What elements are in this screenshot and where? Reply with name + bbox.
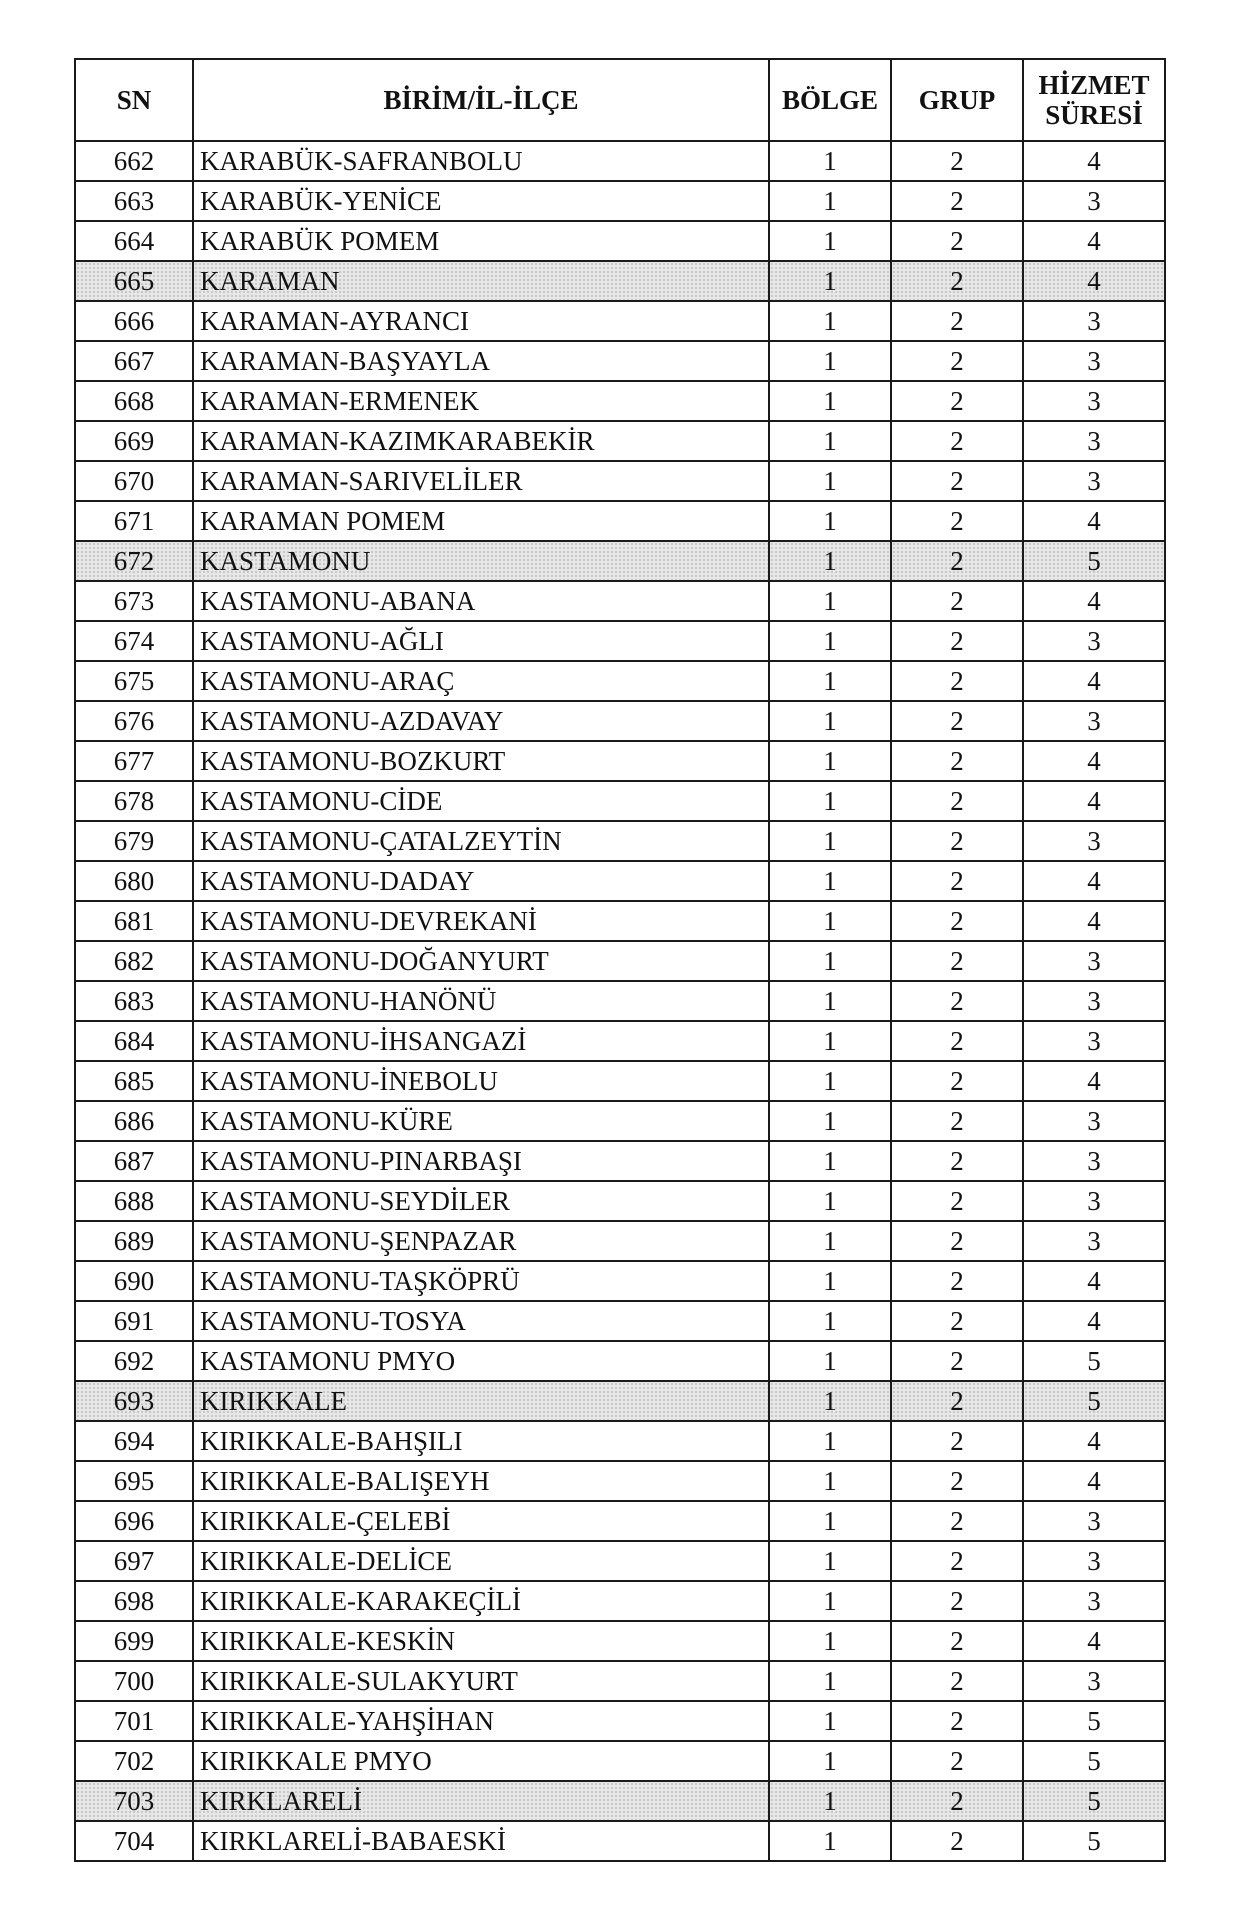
cell-service-duration: 4 [1023,901,1165,941]
cell-sn: 687 [75,1141,193,1181]
assignment-table-page [74,58,1164,1862]
table-row [75,181,1165,221]
table-row [75,381,1165,421]
cell-unit: KASTAMONU-HANÖNÜ [193,981,769,1021]
cell-sn: 699 [75,1621,193,1661]
cell-group: 2 [891,1661,1023,1701]
table-row [75,821,1165,861]
cell-unit: KASTAMONU-ABANA [193,581,769,621]
table-row [75,1461,1165,1501]
cell-sn: 703 [75,1781,193,1821]
cell-region: 1 [769,341,891,381]
cell-sn: 672 [75,541,193,581]
cell-group: 2 [891,1301,1023,1341]
cell-group: 2 [891,1341,1023,1381]
cell-unit: KIRIKKALE-KESKİN [193,1621,769,1661]
cell-group: 2 [891,1461,1023,1501]
cell-region: 1 [769,1221,891,1261]
table-header-row [75,59,1165,141]
cell-service-duration: 3 [1023,1181,1165,1221]
cell-unit: KIRKLARELİ [193,1781,769,1821]
table-row [75,741,1165,781]
cell-service-duration: 5 [1023,1341,1165,1381]
cell-region: 1 [769,1181,891,1221]
cell-group: 2 [891,381,1023,421]
cell-region: 1 [769,221,891,261]
cell-sn: 701 [75,1701,193,1741]
cell-service-duration: 4 [1023,1261,1165,1301]
table-row [75,1701,1165,1741]
cell-sn: 662 [75,141,193,181]
table-row [75,861,1165,901]
cell-region: 1 [769,301,891,341]
cell-region: 1 [769,1461,891,1501]
cell-service-duration: 3 [1023,1501,1165,1541]
cell-unit: KASTAMONU-TAŞKÖPRÜ [193,1261,769,1301]
table-row [75,1021,1165,1061]
cell-region: 1 [769,1061,891,1101]
cell-service-duration: 4 [1023,861,1165,901]
cell-service-duration: 3 [1023,1101,1165,1141]
cell-region: 1 [769,861,891,901]
cell-service-duration: 3 [1023,181,1165,221]
cell-region: 1 [769,1541,891,1581]
cell-service-duration: 4 [1023,581,1165,621]
cell-group: 2 [891,901,1023,941]
cell-unit: KIRIKKALE [193,1381,769,1421]
cell-group: 2 [891,701,1023,741]
cell-sn: 668 [75,381,193,421]
cell-region: 1 [769,781,891,821]
cell-service-duration: 4 [1023,501,1165,541]
cell-service-duration: 3 [1023,981,1165,1021]
cell-sn: 677 [75,741,193,781]
cell-group: 2 [891,1541,1023,1581]
cell-group: 2 [891,1061,1023,1101]
cell-sn: 697 [75,1541,193,1581]
cell-service-duration: 3 [1023,1141,1165,1181]
cell-sn: 682 [75,941,193,981]
cell-group: 2 [891,1781,1023,1821]
cell-unit: KASTAMONU-ARAÇ [193,661,769,701]
cell-unit: KARAMAN-AYRANCI [193,301,769,341]
cell-unit: KASTAMONU-AZDAVAY [193,701,769,741]
table-row [75,1501,1165,1541]
table-row [75,1421,1165,1461]
cell-sn: 694 [75,1421,193,1461]
cell-region: 1 [769,701,891,741]
cell-group: 2 [891,221,1023,261]
cell-service-duration: 4 [1023,1621,1165,1661]
table-row [75,1341,1165,1381]
cell-service-duration: 5 [1023,1821,1165,1861]
cell-sn: 676 [75,701,193,741]
cell-unit: KIRIKKALE-BALIŞEYH [193,1461,769,1501]
cell-sn: 698 [75,1581,193,1621]
cell-service-duration: 4 [1023,661,1165,701]
units-table [74,58,1166,1862]
cell-group: 2 [891,1181,1023,1221]
cell-unit: KASTAMONU-ŞENPAZAR [193,1221,769,1261]
cell-service-duration: 3 [1023,381,1165,421]
cell-sn: 670 [75,461,193,501]
cell-sn: 678 [75,781,193,821]
cell-group: 2 [891,181,1023,221]
cell-sn: 674 [75,621,193,661]
table-row [75,141,1165,181]
cell-sn: 669 [75,421,193,461]
cell-region: 1 [769,1101,891,1141]
cell-sn: 671 [75,501,193,541]
header-region: BÖLGE [769,59,891,141]
cell-sn: 673 [75,581,193,621]
cell-sn: 681 [75,901,193,941]
table-row [75,1301,1165,1341]
table-row [75,1741,1165,1781]
cell-unit: KIRIKKALE-YAHŞİHAN [193,1701,769,1741]
table-body [75,141,1165,1861]
cell-region: 1 [769,661,891,701]
cell-unit: KASTAMONU-SEYDİLER [193,1181,769,1221]
cell-region: 1 [769,1581,891,1621]
table-row [75,1541,1165,1581]
header-service-line2: SÜRESİ [1045,100,1143,130]
cell-sn: 675 [75,661,193,701]
table-row [75,1581,1165,1621]
table-row [75,621,1165,661]
province-row [75,1381,1165,1421]
header-service-duration [1023,59,1165,141]
cell-sn: 693 [75,1381,193,1421]
cell-region: 1 [769,741,891,781]
table-row [75,1141,1165,1181]
cell-service-duration: 4 [1023,261,1165,301]
cell-group: 2 [891,1421,1023,1461]
cell-service-duration: 3 [1023,821,1165,861]
cell-region: 1 [769,981,891,1021]
table-row [75,901,1165,941]
cell-service-duration: 4 [1023,1061,1165,1101]
cell-group: 2 [891,1821,1023,1861]
cell-region: 1 [769,381,891,421]
cell-region: 1 [769,1821,891,1861]
cell-unit: KARAMAN-ERMENEK [193,381,769,421]
cell-sn: 665 [75,261,193,301]
cell-service-duration: 3 [1023,421,1165,461]
cell-unit: KASTAMONU-İHSANGAZİ [193,1021,769,1061]
cell-service-duration: 4 [1023,781,1165,821]
cell-region: 1 [769,621,891,661]
cell-group: 2 [891,741,1023,781]
cell-region: 1 [769,1021,891,1061]
cell-sn: 692 [75,1341,193,1381]
cell-region: 1 [769,1381,891,1421]
table-row [75,1101,1165,1141]
cell-service-duration: 4 [1023,741,1165,781]
cell-region: 1 [769,1701,891,1741]
cell-region: 1 [769,421,891,461]
province-row [75,541,1165,581]
cell-unit: KARAMAN-KAZIMKARABEKİR [193,421,769,461]
cell-service-duration: 5 [1023,541,1165,581]
cell-region: 1 [769,501,891,541]
cell-group: 2 [891,1621,1023,1661]
cell-group: 2 [891,1501,1023,1541]
cell-unit: KIRIKKALE-KARAKEÇİLİ [193,1581,769,1621]
cell-service-duration: 5 [1023,1741,1165,1781]
cell-region: 1 [769,581,891,621]
cell-sn: 683 [75,981,193,1021]
cell-group: 2 [891,1741,1023,1781]
table-row [75,781,1165,821]
cell-unit: KARABÜK-YENİCE [193,181,769,221]
cell-region: 1 [769,1341,891,1381]
cell-unit: KARAMAN-BAŞYAYLA [193,341,769,381]
cell-sn: 679 [75,821,193,861]
cell-unit: KIRIKKALE-ÇELEBİ [193,1501,769,1541]
cell-region: 1 [769,1421,891,1461]
cell-service-duration: 4 [1023,1301,1165,1341]
cell-unit: KIRIKKALE PMYO [193,1741,769,1781]
table-row [75,341,1165,381]
cell-region: 1 [769,1621,891,1661]
table-row [75,501,1165,541]
cell-sn: 689 [75,1221,193,1261]
table-row [75,941,1165,981]
cell-region: 1 [769,181,891,221]
cell-group: 2 [891,1581,1023,1621]
cell-unit: KASTAMONU [193,541,769,581]
cell-group: 2 [891,941,1023,981]
cell-group: 2 [891,461,1023,501]
cell-region: 1 [769,941,891,981]
table-row [75,981,1165,1021]
table-row [75,1181,1165,1221]
cell-unit: KASTAMONU-DADAY [193,861,769,901]
cell-region: 1 [769,261,891,301]
table-row [75,1821,1165,1861]
cell-service-duration: 3 [1023,621,1165,661]
cell-region: 1 [769,1301,891,1341]
cell-service-duration: 3 [1023,1541,1165,1581]
table-row [75,301,1165,341]
cell-region: 1 [769,1781,891,1821]
cell-unit: KARAMAN [193,261,769,301]
cell-service-duration: 4 [1023,141,1165,181]
cell-group: 2 [891,981,1023,1021]
header-group: GRUP [891,59,1023,141]
cell-service-duration: 3 [1023,1661,1165,1701]
cell-region: 1 [769,1661,891,1701]
table-row [75,701,1165,741]
cell-group: 2 [891,581,1023,621]
cell-region: 1 [769,1141,891,1181]
cell-group: 2 [891,141,1023,181]
cell-service-duration: 3 [1023,461,1165,501]
cell-unit: KASTAMONU-PINARBAŞI [193,1141,769,1181]
cell-sn: 696 [75,1501,193,1541]
cell-group: 2 [891,301,1023,341]
cell-unit: KASTAMONU-DOĞANYURT [193,941,769,981]
table-row [75,461,1165,501]
cell-sn: 680 [75,861,193,901]
cell-group: 2 [891,1261,1023,1301]
table-row [75,1621,1165,1661]
cell-unit: KASTAMONU-AĞLI [193,621,769,661]
cell-sn: 700 [75,1661,193,1701]
cell-sn: 702 [75,1741,193,1781]
cell-sn: 690 [75,1261,193,1301]
header-service-line1: HİZMET [1038,70,1150,100]
cell-region: 1 [769,1741,891,1781]
cell-service-duration: 3 [1023,701,1165,741]
cell-sn: 688 [75,1181,193,1221]
cell-service-duration: 3 [1023,941,1165,981]
table-row [75,221,1165,261]
cell-region: 1 [769,901,891,941]
cell-sn: 704 [75,1821,193,1861]
cell-service-duration: 5 [1023,1381,1165,1421]
header-unit: BİRİM/İL-İLÇE [193,59,769,141]
cell-unit: KIRIKKALE-BAHŞILI [193,1421,769,1461]
cell-service-duration: 3 [1023,341,1165,381]
cell-group: 2 [891,541,1023,581]
table-row [75,1661,1165,1701]
cell-unit: KASTAMONU-BOZKURT [193,741,769,781]
table-row [75,421,1165,461]
cell-group: 2 [891,821,1023,861]
cell-region: 1 [769,1261,891,1301]
cell-group: 2 [891,1141,1023,1181]
cell-region: 1 [769,1501,891,1541]
table-row [75,581,1165,621]
cell-region: 1 [769,461,891,501]
cell-unit: KIRIKKALE-SULAKYURT [193,1661,769,1701]
cell-group: 2 [891,781,1023,821]
cell-unit: KASTAMONU-ÇATALZEYTİN [193,821,769,861]
cell-region: 1 [769,141,891,181]
cell-unit: KARAMAN-SARIVELİLER [193,461,769,501]
cell-service-duration: 4 [1023,1421,1165,1461]
cell-unit: KASTAMONU-KÜRE [193,1101,769,1141]
cell-unit: KASTAMONU-TOSYA [193,1301,769,1341]
cell-sn: 663 [75,181,193,221]
cell-sn: 686 [75,1101,193,1141]
cell-group: 2 [891,1701,1023,1741]
province-row [75,1781,1165,1821]
cell-group: 2 [891,341,1023,381]
cell-group: 2 [891,861,1023,901]
cell-group: 2 [891,661,1023,701]
table-row [75,661,1165,701]
cell-group: 2 [891,1381,1023,1421]
cell-sn: 685 [75,1061,193,1101]
cell-sn: 664 [75,221,193,261]
cell-unit: KARABÜK-SAFRANBOLU [193,141,769,181]
cell-unit: KIRIKKALE-DELİCE [193,1541,769,1581]
cell-group: 2 [891,1021,1023,1061]
cell-unit: KASTAMONU PMYO [193,1341,769,1381]
cell-service-duration: 3 [1023,1221,1165,1261]
cell-service-duration: 4 [1023,221,1165,261]
cell-unit: KASTAMONU-İNEBOLU [193,1061,769,1101]
cell-region: 1 [769,821,891,861]
cell-group: 2 [891,621,1023,661]
cell-unit: KARAMAN POMEM [193,501,769,541]
table-row [75,1221,1165,1261]
cell-unit: KARABÜK POMEM [193,221,769,261]
province-row [75,261,1165,301]
cell-service-duration: 3 [1023,1581,1165,1621]
cell-group: 2 [891,421,1023,461]
cell-group: 2 [891,501,1023,541]
cell-sn: 684 [75,1021,193,1061]
cell-region: 1 [769,541,891,581]
table-row [75,1261,1165,1301]
cell-unit: KASTAMONU-CİDE [193,781,769,821]
cell-group: 2 [891,1101,1023,1141]
cell-service-duration: 5 [1023,1701,1165,1741]
header-sn: SN [75,59,193,141]
table-row [75,1061,1165,1101]
cell-group: 2 [891,261,1023,301]
cell-sn: 695 [75,1461,193,1501]
cell-sn: 667 [75,341,193,381]
cell-service-duration: 4 [1023,1461,1165,1501]
cell-service-duration: 3 [1023,301,1165,341]
cell-unit: KASTAMONU-DEVREKANİ [193,901,769,941]
cell-group: 2 [891,1221,1023,1261]
cell-service-duration: 3 [1023,1021,1165,1061]
cell-service-duration: 5 [1023,1781,1165,1821]
cell-sn: 691 [75,1301,193,1341]
cell-unit: KIRKLARELİ-BABAESKİ [193,1821,769,1861]
cell-sn: 666 [75,301,193,341]
